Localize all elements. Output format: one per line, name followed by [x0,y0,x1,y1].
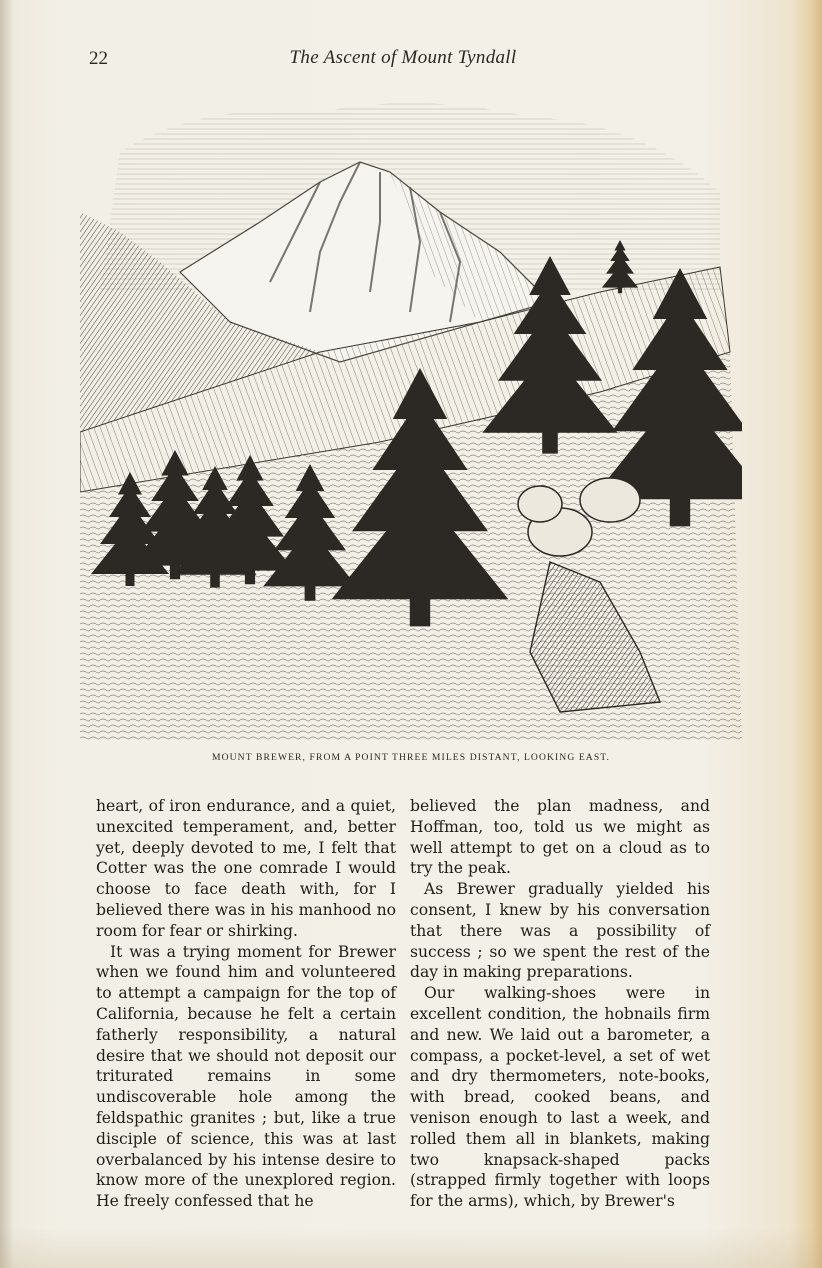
text-column-left [96,796,396,1212]
paragraph: heart, of iron endurance, and a quiet, unexcited temperament, and, better yet, deeply devoted to me, I felt that Cotter was the one comrade I would choose to face death with, for I believed there was in his manhood no room for fear or shirking. [96,797,396,940]
paragraph: Our walking-shoes were in excellent condition, the hobnails firm and new. We laid out a barometer, a compass, a pocket-level, a set of wet and dry thermometers, note-books, with bread, cooked beans, and venison enough to last a week, and rolled them all in blankets, making two knapsack-shaped packs (strapped firmly together with loops for the arms), which, by Brewer's [410,984,710,1211]
paragraph: believed the plan madness, and Hoffman, too, told us we might as well attempt to get on a cloud as to try the peak. [410,797,710,878]
paragraph: It was a trying moment for Brewer when we found him and volunteered to attempt a campaign for the top of California, because he felt a certain fatherly responsibility, a natural desire that we should not deposit our triturated remains in some undiscoverable hole among the feldspathic granites ; but, like a true disciple of science, this was at last overbalanced by his intense desire to know more of the unexplored region. He freely confessed that he [96,942,396,1211]
engraving-illustration [80,92,742,742]
page-title: The Ascent of Mount Tyndall [289,47,517,68]
text-column-right [410,796,710,1212]
page-edge-shading [0,1228,822,1268]
paragraph: As Brewer gradually yielded his consent, I knew by his conversation that there was a possibility of success ; so we spent the rest of the day in making preparations. [410,880,710,982]
page-number: 22 [89,48,108,69]
running-head [80,46,726,74]
illustration-caption: MOUNT BREWER, FROM A POINT THREE MILES DISTANT, LOOKING EAST. [211,752,611,763]
